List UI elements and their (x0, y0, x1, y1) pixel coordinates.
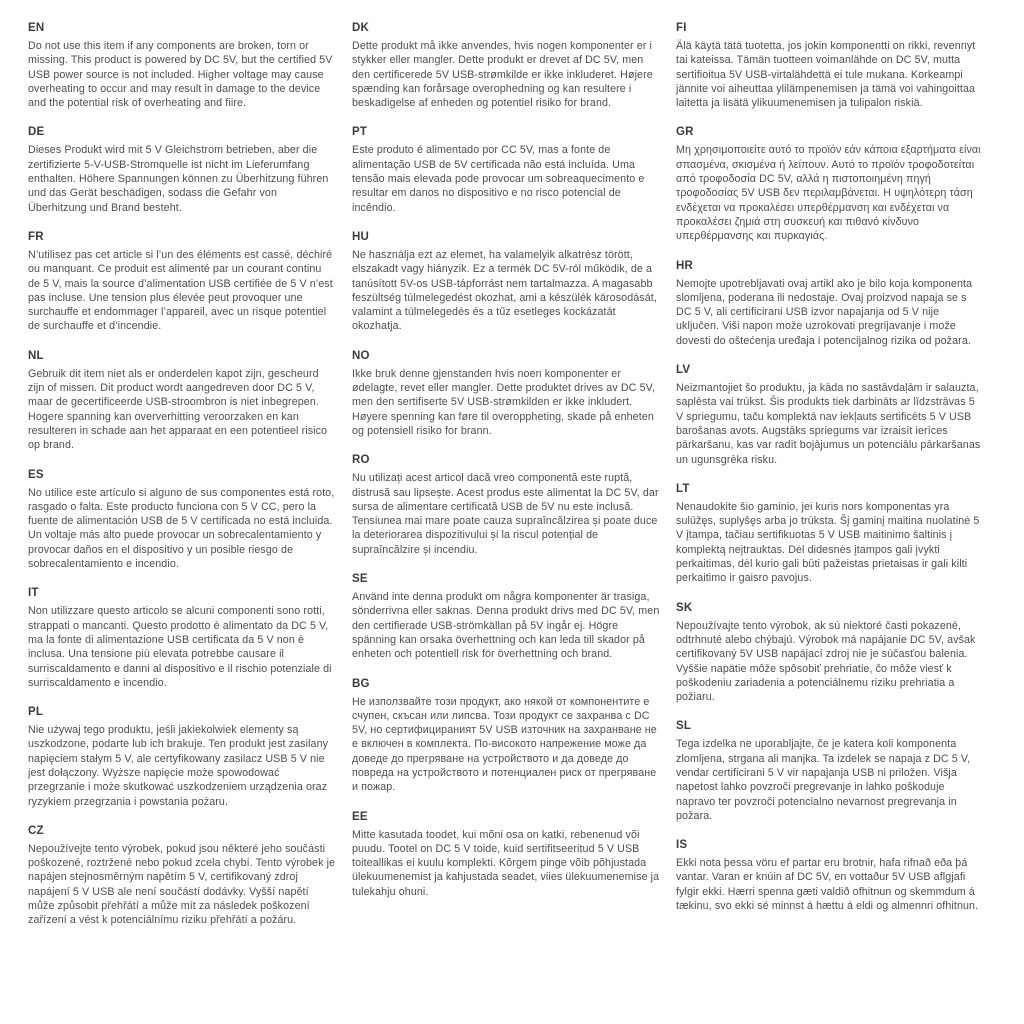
language-code-heading: RO (352, 454, 370, 467)
language-section-lt (676, 482, 984, 586)
warning-text: Non utilizzare questo articolo se alcuni componenti sono rotti, strappati o mancanti. Questo prodotto è alimentato da DC 5 V, ma la fonte di alimentazione USB certificata da 5 V non è inclusa. Una tensione più elevata potrebbe causare il surriscaldamento e danni al dispositivo e il rischio potenziale di surriscaldamento e incendio. (28, 605, 332, 689)
language-section-se (352, 572, 660, 661)
warning-text: Nenaudokite šio gaminio, jei kuris nors komponentas yra sulūžęs, suplyšęs arba jo trūksta. Šį gaminį maitina nuolatinė 5 V įtampa, tačiau sertifikuotas 5 V USB maitinimo šaltinis į komplektą neįtrauktas. Dėl didesnės įtampos gali įvykti perkaitimas, dėl kurio gali būti pažeistas prietaisas ir gali kilti perkaitimo ir gaisro pavojus. (676, 500, 980, 585)
language-section-lv (676, 363, 984, 467)
warning-text: No utilice este artículo si alguno de sus componentes está roto, rasgado o falta. Este producto funciona con 5 V CC, pero la fuente de alimentación USB de 5 V certificada no está incluida. Un voltaje más alto puede provocar un sobrecalentamiento y provocar daños en el dispositivo y un posible riesgo de sobrecalentamiento e incendio. (28, 486, 335, 571)
language-code-heading: LV (676, 364, 691, 377)
language-code-heading: IT (28, 587, 39, 600)
warning-text: Dieses Produkt wird mit 5 V Gleichstrom betrieben, aber die zertifizierte 5-V-USB-Stromquelle ist nicht im Lieferumfang enthalten. Höhere Spannungen können zu Überhitzung führen und das Gerät beschädigen, sodass die Gefahr von Überhitzung und Brand besteht. (28, 144, 329, 214)
language-code-heading: SK (676, 601, 693, 614)
language-code-heading: ES (28, 468, 44, 481)
warning-text: Älä käytä tätä tuotetta, jos jokin komponentti on rikki, revennyt tai kateissa. Tämän tuotteen voimanlähde on DC 5V, mutta sertifioitua 5V USB-virtalähdettä ei tule mukana. Korkeampi jännite voi aiheuttaa ylilämpenemisen ja tämä voi vahingoittaa laitetta ja lisätä ylikuumenemisen ja tulipalon riskiä. (676, 40, 976, 110)
language-code-heading: DK (352, 22, 370, 34)
language-code-heading: SL (676, 720, 692, 733)
language-code-heading: DE (28, 126, 45, 139)
language-code-heading: GR (676, 126, 694, 139)
language-section-sk (676, 601, 984, 705)
warning-text: Ekki nota þessa vöru ef partar eru brotnir, hafa rifnað eða þá vantar. Varan er knúin af DC 5V, en vottaður 5V USB aflgjafi fylgir ekki. Hærri spenna gæti valdið ofhitnun og skemmdum á tækinu, svo ekki sé minnst á hættu á eldi og almennri ofhitnun. (676, 857, 979, 913)
warning-text: Nepoužívejte tento výrobek, pokud jsou některé jeho součásti poškozené, roztržené nebo pokud zcela chybí. Tento výrobek je napájen stejnosměrným napětím 5 V, certifikovaný zdroj napájení 5 V USB ale není součástí dodávky. Vyšší napětí může způsobit přehřátí a může mít za následek poškození zařízení a vést k potenciálnímu riziku přehřátí a požáru. (28, 842, 336, 927)
warning-text: Nepoužívajte tento výrobok, ak sú niektoré časti pokazené, odtrhnuté alebo chýbajú. Výrobok má napájanie DC 5V, avšak certifikovaný 5V USB napájací zdroj nie je súčasťou balenia. Vyššie napätie môže spôsobiť prehriatie, čo môže viesť k poškodeniu zariadenia a potenciálnemu riziku prehriatia a požiaru. (676, 619, 976, 704)
language-section-en (28, 21, 336, 110)
language-code-heading: NL (28, 349, 44, 362)
language-code-heading: FR (28, 230, 44, 243)
column-1 (28, 21, 336, 1016)
warning-text: Nu utilizați acest articol dacă vreo componentă este ruptă, distrusă sau lipsește. Acest produs este alimentat la DC 5V, dar sursa de alimentare certificată USB de 5V nu este inclusă. Tensiunea mai mare poate cauza supraîncălzirea și poate duce la deteriorarea dispozitivului și la riscul potențial de supraîncălzire și incendiu. (352, 472, 659, 556)
language-code-heading: EN (28, 22, 45, 34)
language-section-hr (676, 259, 984, 348)
language-section-dk (352, 21, 660, 110)
column-2 (352, 21, 660, 1016)
warning-text: Ikke bruk denne gjenstanden hvis noen komponenter er ødelagte, revet eller mangler. Dette produktet drives av DC 5V, men den sertifiserte 5V USB-strømkilden er ikke inkludert. Høyere spenning kan føre til overoppheting, skade på enheten og potensiell risiko for brann. (352, 367, 655, 437)
language-section-fi (676, 21, 984, 110)
warning-text: Nemojte upotrebljavati ovaj artikl ako je bilo koja komponenta slomljena, poderana ili nedostaje. Ovaj proizvod napaja se s DC 5 V, ali certificirani USB izvor napajanja od 5 V nije uključen. Viši napon može uzrokovati pregrijavanje i može dovesti do oštećenja uređaja i potencijalnog rizika od požara. (676, 277, 973, 347)
language-section-gr (676, 125, 984, 243)
warning-text: Gebruik dit item niet als er onderdelen kapot zijn, gescheurd zijn of missen. Dit product wordt aangedreven door DC 5 V, maar de gecertificeerde USB-stroombron is niet inbegrepen. Hogere spanning kan oververhitting veroorzaken en kan resulteren in schade aan het apparaat en een potentieel risico op brand. (28, 367, 328, 452)
warning-text: Ne használja ezt az elemet, ha valamelyik alkatrész törött, elszakadt vagy hiányzik. Ez a termék DC 5V-ról működik, de a tanúsított 5V-os USB-tápforrást nem tartalmazza. A magasabb feszültség túlmelegedést okozhat, ami a készülék károsodását, valamint a túlmelegedés és a tűz esetleges kockázatát okozhatja. (352, 248, 657, 333)
language-section-fr (28, 230, 336, 334)
language-section-pl (28, 705, 336, 809)
language-code-heading: PT (352, 126, 368, 139)
language-section-ee (352, 810, 660, 899)
language-code-heading: FI (676, 22, 687, 34)
warning-text: Dette produkt må ikke anvendes, hvis nogen komponenter er i stykker eller mangler. Dette produkt er drevet af DC 5V, men den certificerede 5V USB-strømkilde er ikke inkluderet. Højere spænding kan forårsage overophedning og kan resultere i beskadigelse af enheden og potentiel risiko for brand. (352, 40, 653, 110)
language-section-is (676, 838, 984, 913)
language-code-heading: BG (352, 677, 370, 690)
language-section-cz (28, 824, 336, 928)
warning-text: Do not use this item if any components are broken, torn or missing. This product is powered by DC 5V, but the certified 5V USB power source is not included. Higher voltage may cause overheating to occur and may result in damage to the device and the potential risk of overheating and fiire. (28, 40, 333, 110)
column-3 (676, 21, 984, 1016)
warning-text: Neizmantojiet šo produktu, ja kāda no sastāvdaļām ir salauzta, saplēsta vai trūkst. Šis produkts tiek darbināts ar līdzstrāvas 5 V spriegumu, taču komplektā nav iekļauts sertificēts 5 V USB barošanas avots. Augstāks spriegums var izraisīt ierīces pārkaršanu, kas var radīt bojājumus un potenciālu pārkaršanas un ugunsgrēka risku. (676, 382, 981, 466)
warning-text: Μη χρησιμοποιείτε αυτό το προϊόν εάν κάποια εξαρτήματα είναι σπασμένα, σκισμένα ή λείπουν. Αυτό το προϊόν τροφοδοτείται από τροφοδοσία DC 5V, αλλά η πιστοποιημένη πηγή τροφοδοσίας 5V USB δεν περιλαμβάνεται. Η υψηλότερη τάση ενδέχεται να προκαλέσει υπερθέρμανση και ενδέχεται να προκαλέσει ζημιά στη συσκευή και πιθανό κίνδυνο υπερθέρμανσης και πυρκαγιάς. (676, 144, 981, 243)
warning-text: Använd inte denna produkt om några komponenter är trasiga, sönderrivna eller saknas. Denna produkt drivs med DC 5V, men den certifierade USB-strömkällan på 5V ingår ej. Högre spänning kan orsaka överhettning och kan leda till skador på enheten och potentiell risk för överhettning och brand. (352, 591, 660, 661)
warning-text: Не използвайте този продукт, ако някой от компонентите е счупен, скъсан или липсва. Този продукт се захранва с DC 5V, но сертифицираният 5V USB източник на захранване не е включен в комплекта. По-високото напрежение може да доведе до прегряване на устройството и да доведе до повреда на устройството и потенциален риск от прегряване и пожар. (352, 695, 657, 794)
language-section-it (28, 586, 336, 690)
language-section-hu (352, 230, 660, 334)
warning-text: Tega izdelka ne uporabljajte, če je katera koli komponenta zlomljena, strgana ali manjka. Ta izdelek se napaja z DC 5 V, vendar certificirani 5 V vir napajanja USB ni priložen. Višja napetost lahko povzroči pregrevanje in lahko poškoduje napravo ter povzroči potencialno nevarnost pregrevanja in požara. (676, 738, 971, 822)
language-code-heading: HU (352, 230, 370, 243)
language-code-heading: PL (28, 706, 44, 719)
language-section-no (352, 349, 660, 438)
language-code-heading: HR (676, 259, 694, 272)
warning-text: Este produto é alimentado por CC 5V, mas a fonte de alimentação USB de 5V certificada não está incluída. Uma tensão mais elevada pode provocar um sobreaquecimento e resultar em danos no dispositivo e no risco potencial de incêndio. (352, 144, 645, 214)
language-section-ro (352, 453, 660, 557)
language-section-es (28, 468, 336, 572)
language-code-heading: EE (352, 810, 368, 823)
language-section-pt (352, 125, 660, 214)
language-code-heading: LT (676, 482, 690, 495)
warning-text: N’utilisez pas cet article si l’un des éléments est cassé, déchiré ou manquant. Ce produit est alimenté par un courant continu de 5 V, mais la source d’alimentation USB certifiée de 5 V n’est pas incluse. Une tension plus élevée peut provoquer une surchauffe et endommager l’appareil, avec un risque potentiel de surchauffe et d’incendie. (28, 248, 333, 333)
language-code-heading: IS (676, 839, 688, 852)
language-section-nl (28, 349, 336, 453)
language-code-heading: SE (352, 573, 368, 586)
language-code-heading: CZ (28, 824, 44, 837)
language-section-bg (352, 677, 660, 795)
warning-text: Mitte kasutada toodet, kui mõni osa on katki, rebenenud või puudu. Tootel on DC 5 V toide, kuid sertifitseeritud 5 V USB toiteallikas ei kuulu komplekti. Kõrgem pinge võib põhjustada ülekuumenemist ja kahjustada seadet, viies ülekuumenemise ja tulekahju ohuni. (352, 828, 660, 898)
language-section-sl (676, 719, 984, 823)
language-section-de (28, 125, 336, 214)
language-code-heading: NO (352, 349, 370, 362)
warning-text: Nie używaj tego produktu, jeśli jakiekolwiek elementy są uszkodzone, podarte lub ich brakuje. Ten produkt jest zasilany napięciem stałym 5 V, ale certyfikowany zasilacz USB 5 V nie jest dołączony. Wyższe napięcie może spowodować przegrzanie i może skutkować uszkodzeniem urządzenia oraz ryzykiem przegrzania i powstania pożaru. (28, 724, 329, 808)
